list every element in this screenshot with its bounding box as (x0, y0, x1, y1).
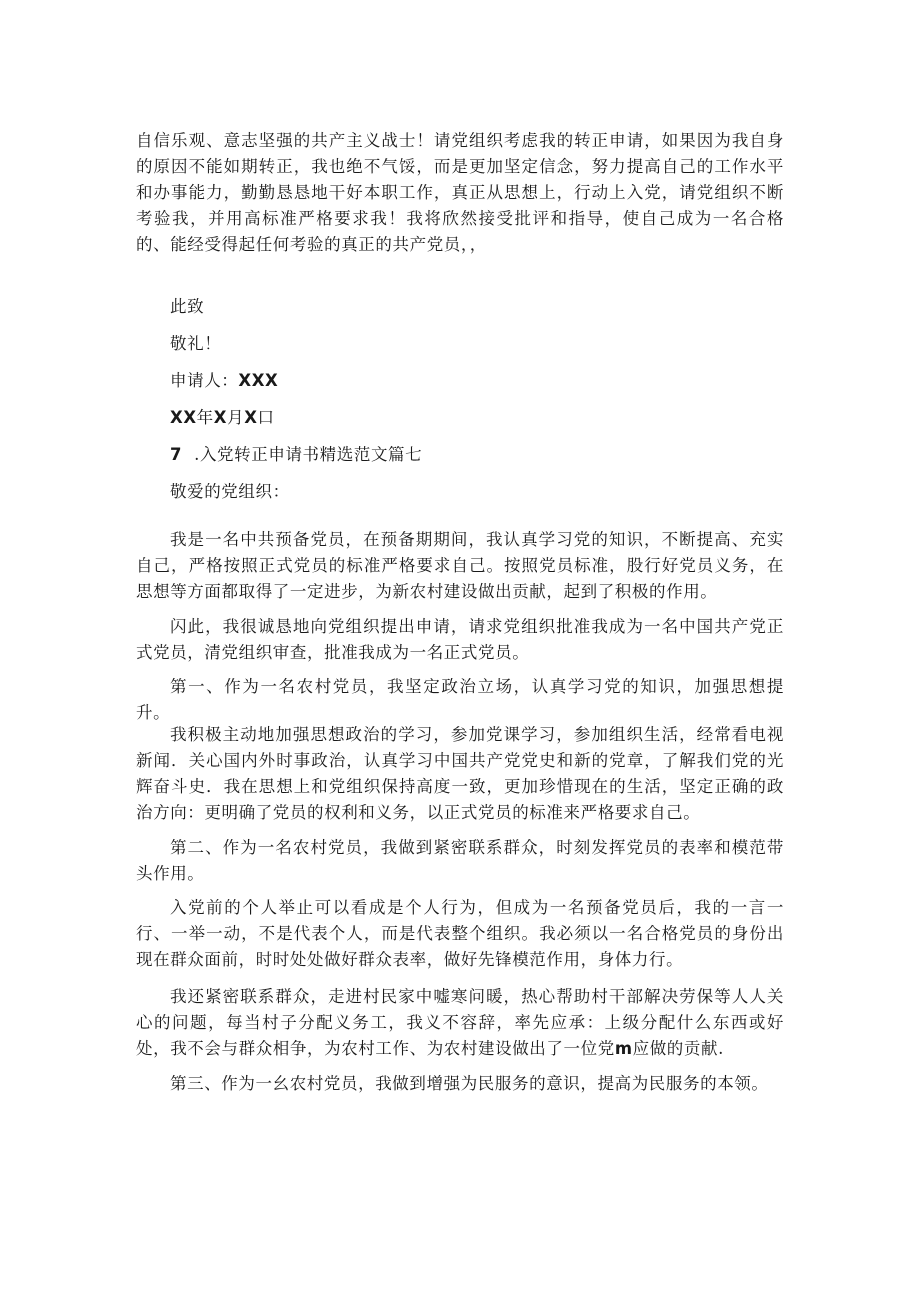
section-title: .入党转正申请书精选范文篇七 (194, 445, 423, 464)
date-year-char: 年 (196, 408, 214, 427)
date-month: X (213, 408, 228, 427)
paragraph-7 (136, 984, 784, 1062)
paragraph-8: 第三、作为一幺农村党员，我做到增强为民服务的意识，提高为民服务的本领。 (170, 1074, 769, 1093)
paragraph-continuation: 自信乐观、意志坚强的共产主义战士！请党组织考虑我的转正申请，如果因为我自身的原因不能如期转正，我也绝不气馁，而是更加坚定信念，努力提高自己的工作水平和办事能力，勤勤恳恳地干好本职工作，真正从思想上，行动上入党，请党组织不断考验我，并用高标准严格要求我！我将欣然接受批评和指导，使自己成为一名合格的、能经受得起任何考验的真正的共产党员，， (136, 131, 784, 254)
paragraph-7-part-a: 我还紧密联系群众，走进村民家中嘘寒问暖，热心帮助村干部解决劳保等人人关心的问题，每当村子分配义务工，我义不容辞，率先应承：上级分配什么东西或好处，我不会与群众相争，为农村工作、为农村建设做出了一位党 (136, 987, 784, 1058)
paragraph-5: 第二、作为一名农村党员，我做到紧密联系群众，时刻发挥党员的表率和模范带头作用。 (136, 838, 784, 883)
applicant-label: 申请人： (170, 371, 239, 390)
section-heading (170, 442, 422, 468)
paragraph-6: 入党前的个人举止可以看成是个人行为，但成为一名预备党员后，我的一言一行、一举一动，不是代表个人，而是代表整个组织。我必须以一名合格党员的身份出现在群众面前，时时处处做好群众表率，做好先锋模范作用，身体力行。 (136, 898, 784, 969)
applicant-name: XXX (238, 371, 279, 390)
date-year: XX (170, 408, 197, 427)
applicant-line (170, 368, 278, 394)
date-month-char: 月 (227, 408, 245, 427)
date-day-char: 口 (257, 408, 275, 427)
section-number: 7 (170, 445, 183, 464)
closing-jingli: 敬礼！ (170, 334, 222, 353)
paragraph-2: 闪此，我很诚恳地向党组织提出申请，请求党组织批准我成为一名中国共产党正式党员，清党组织审查，批准我成为一名正式党员。 (136, 617, 784, 662)
closing-cizhi: 此致 (170, 297, 205, 316)
paragraph-1: 我是一名中共预备党员，在预备期期间，我认真学习党的知识，不断提高、充实自己，严格按照正式党员的标准严格要求自己。按照党员标准，股行好党员义务，在思想等方面都取得了一定进步，为新农村建设做出贡献，起到了积极的作用。 (136, 530, 784, 601)
paragraph-7-part-c: 应做的贡献. (632, 1039, 724, 1058)
date-day: X (244, 408, 258, 427)
salutation: 敬爱的党组织： (170, 482, 290, 501)
paragraph-4: 我积极主动地加强思想政治的学习，参加党课学习，参加组织生活，经常看电视新闻．关心国内外时事政治，认真学习中国共产党党史和新的党章，了解我们党的光辉奋斗史．我在思想上和党组织保持高度一致，更加珍惜现在的生活，坚定正确的政治方向：更明确了党员的权利和义务，以正式党员的标准来严格要求自己。 (136, 725, 784, 822)
paragraph-3: 第一、作为一名农村党员，我坚定政治立场，认真学习党的知识，加强思想提升。 (136, 677, 784, 722)
date-line (170, 405, 275, 431)
paragraph-7-part-b: m (614, 1039, 633, 1058)
